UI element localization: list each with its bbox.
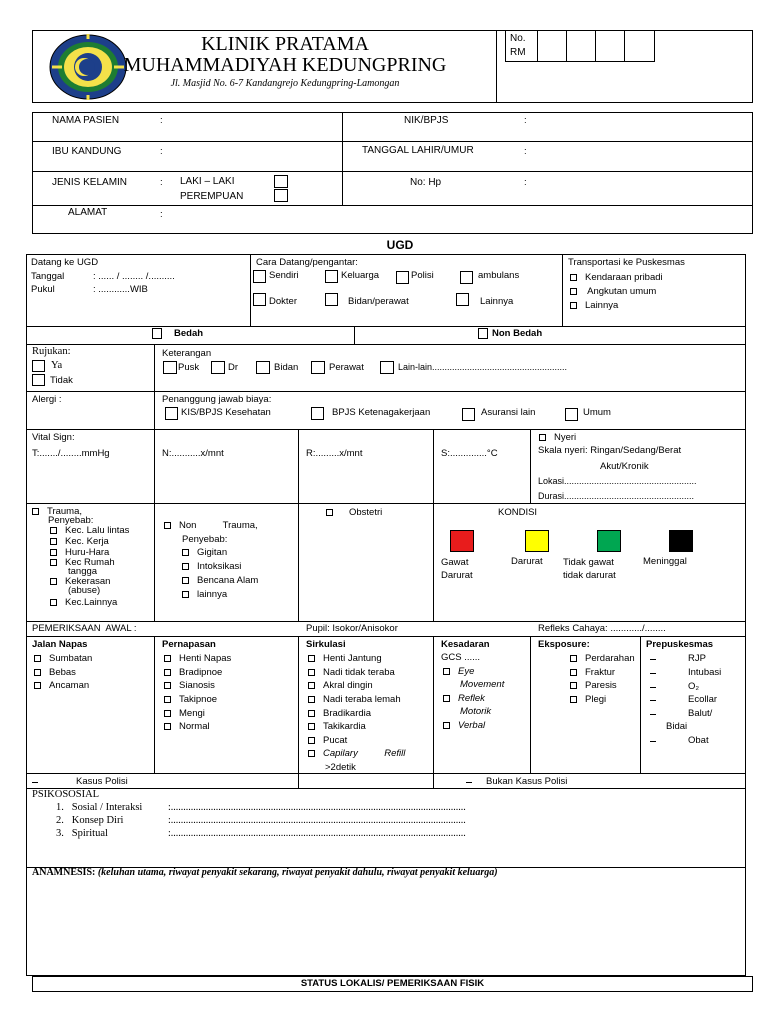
perempuan-label: PEREMPUAN bbox=[180, 191, 244, 202]
trauma-item-rumah-cont: tangga bbox=[68, 566, 98, 577]
rm-label: No. RM bbox=[510, 33, 526, 58]
nama-label: NAMA PASIEN bbox=[52, 115, 120, 126]
tgl-colon[interactable]: : bbox=[524, 146, 527, 157]
cara-sendiri-label: Sendiri bbox=[269, 270, 299, 281]
skala-nyeri: Skala nyeri: Ringan/Sedang/Berat bbox=[538, 445, 682, 456]
checkbox-icon bbox=[50, 549, 57, 556]
sk-nadi-tidak[interactable]: Nadi tidak teraba bbox=[308, 667, 395, 678]
checkbox-icon bbox=[570, 669, 577, 676]
perempuan-checkbox[interactable] bbox=[274, 189, 288, 202]
obstetri-option[interactable] bbox=[326, 507, 382, 518]
pj-bpjs-tk-checkbox[interactable] bbox=[311, 407, 324, 420]
non-trauma-bencana[interactable]: Bencana Alam bbox=[182, 575, 258, 586]
checkbox-icon bbox=[182, 577, 189, 584]
pp-rjp[interactable]: RJP bbox=[650, 653, 706, 664]
checkbox-icon bbox=[32, 779, 38, 783]
checkbox-icon bbox=[164, 696, 171, 703]
pn-henti[interactable]: Henti Napas bbox=[164, 653, 231, 664]
checkbox-icon bbox=[443, 695, 450, 702]
checkbox-icon bbox=[308, 710, 315, 717]
vital-n[interactable]: N:...........x/mnt bbox=[162, 448, 224, 459]
tanggal-label: Tanggal bbox=[31, 271, 65, 282]
psiko-konsep-label: 2. Konsep Diri bbox=[56, 815, 124, 826]
checkbox-icon bbox=[570, 696, 577, 703]
transport-label: Transportasi ke Puskesmas bbox=[568, 257, 685, 268]
trauma-penyebab: Penyebab: bbox=[48, 515, 94, 526]
ket-bidan-label: Bidan bbox=[274, 362, 299, 373]
checkbox-icon bbox=[650, 670, 656, 674]
pj-umum-checkbox[interactable] bbox=[565, 408, 578, 421]
nyeri-option[interactable] bbox=[539, 432, 576, 443]
anamnesis-textarea[interactable] bbox=[30, 882, 742, 972]
ibu-colon[interactable]: : bbox=[160, 146, 163, 157]
ks-eye[interactable]: Eye bbox=[443, 666, 474, 677]
pn-mengi[interactable]: Mengi bbox=[164, 708, 205, 719]
pp-ecollar[interactable]: Ecollar bbox=[650, 694, 717, 705]
cara-lainnya-label: Lainnya bbox=[480, 296, 514, 307]
psiko-spiritual-field[interactable]: :...................................................................................................................... bbox=[168, 828, 466, 839]
pj-umum-label: Umum bbox=[583, 407, 611, 418]
transport-lainnya-label: Lainnya bbox=[585, 300, 619, 311]
sk-capilary-cont: >2detik bbox=[325, 762, 356, 773]
hp-colon[interactable]: : bbox=[524, 177, 527, 188]
tgl-label: TANGGAL LAHIR/UMUR bbox=[362, 145, 474, 156]
non-bedah-label: Non Bedah bbox=[492, 328, 543, 339]
pp-bidai: Bidai bbox=[666, 721, 688, 732]
kondisi-yellow-box[interactable] bbox=[525, 530, 549, 552]
ket-bidan-checkbox[interactable] bbox=[256, 361, 270, 374]
vital-t[interactable]: T:......./........mmHg bbox=[32, 448, 110, 459]
transport-pribadi[interactable] bbox=[570, 272, 663, 283]
sk-pucat[interactable]: Pucat bbox=[308, 735, 347, 746]
refleks-label[interactable]: Refleks Cahaya: ............/........ bbox=[538, 623, 666, 634]
checkbox-icon bbox=[34, 669, 41, 676]
trauma-item-rumah[interactable]: Kec Rumah bbox=[50, 557, 115, 568]
alamat-colon[interactable]: : bbox=[160, 209, 163, 220]
psiko-spiritual-label: 3. Spiritual bbox=[56, 828, 108, 839]
ket-pusk-label: Pusk bbox=[178, 362, 200, 373]
checkbox-icon bbox=[308, 750, 315, 757]
checkbox-icon bbox=[164, 655, 171, 662]
checkbox-icon bbox=[50, 559, 57, 566]
kondisi-gawat-label: Gawat Darurat bbox=[441, 557, 473, 581]
cara-bidan-checkbox[interactable] bbox=[325, 293, 338, 306]
pj-kis-checkbox[interactable] bbox=[165, 407, 178, 420]
ek-plegi[interactable]: Plegi bbox=[570, 694, 606, 705]
checkbox-icon bbox=[443, 668, 450, 675]
patient-box bbox=[32, 112, 753, 234]
ket-perawat-label: Perawat bbox=[329, 362, 364, 373]
psiko-sosial-field[interactable]: :...................................................................................................................... bbox=[168, 802, 466, 813]
checkbox-icon bbox=[50, 599, 57, 606]
checkbox-icon bbox=[164, 682, 171, 689]
durasi-field[interactable]: Durasi.................................................... bbox=[538, 491, 695, 501]
trauma-item-lalu-lintas[interactable]: Kec. Lalu lintas bbox=[50, 525, 129, 536]
checkbox-icon bbox=[650, 738, 656, 742]
clinic-name-line2: MUHAMMADIYAH KEDUNGPRING bbox=[123, 54, 447, 76]
checkbox-icon bbox=[650, 697, 656, 701]
checkbox-icon bbox=[182, 591, 189, 598]
kesadaran-gcs[interactable]: GCS ...... bbox=[441, 652, 481, 663]
trauma-title: Trauma, bbox=[47, 506, 83, 517]
trauma-item-abuse: (abuse) bbox=[68, 585, 101, 596]
cara-label: Cara Datang/pengantar: bbox=[256, 257, 358, 268]
ek-paresis[interactable]: Paresis bbox=[570, 680, 617, 691]
ks-motorik: Motorik bbox=[460, 706, 492, 717]
sk-nadi-lemah[interactable]: Nadi teraba lemah bbox=[308, 694, 401, 705]
non-trauma-lainnya[interactable]: lainnya bbox=[182, 589, 227, 600]
ket-dr-label: Dr bbox=[228, 362, 239, 373]
kasus-polisi-option[interactable] bbox=[32, 776, 128, 787]
pupil-label[interactable]: Pupil: Isokor/Anisokor bbox=[306, 623, 398, 634]
pn-bradipnoe[interactable]: Bradipnoe bbox=[164, 667, 222, 678]
anamnesis-note: (keluhan utama, riwayat penyakit sekarang, riwayat penyakit dahulu, riwayat penyakit keluarga) bbox=[97, 867, 498, 878]
checkbox-icon bbox=[50, 527, 57, 534]
pemeriksaan-awal-label: PEMERIKSAAN AWAL : bbox=[32, 623, 137, 634]
checkbox-icon bbox=[570, 302, 577, 309]
tanggal-value[interactable]: : ...... / ........ /.......... bbox=[93, 271, 175, 282]
ket-pusk-checkbox[interactable] bbox=[163, 361, 177, 374]
cara-lainnya-checkbox[interactable] bbox=[456, 293, 469, 306]
rujukan-ya-label: Ya bbox=[51, 360, 63, 371]
sk-takikardia[interactable]: Takikardia bbox=[308, 721, 366, 732]
checkbox-icon bbox=[466, 779, 472, 783]
kondisi-meninggal-label: Meninggal bbox=[643, 556, 687, 567]
penanggung-label: Penanggung jawab biaya: bbox=[162, 394, 272, 405]
cara-keluarga-checkbox[interactable] bbox=[325, 270, 338, 283]
checkbox-icon bbox=[164, 723, 171, 730]
cara-dokter-checkbox[interactable] bbox=[253, 293, 266, 306]
pp-intubasi[interactable]: Intubasi bbox=[650, 667, 721, 678]
alamat-label: ALAMAT bbox=[68, 207, 108, 218]
checkbox-icon bbox=[650, 656, 656, 660]
ket-lain-checkbox[interactable] bbox=[380, 361, 394, 374]
rujukan-label: Rujukan: bbox=[32, 346, 71, 357]
checkbox-icon bbox=[650, 684, 656, 688]
checkbox-icon bbox=[34, 655, 41, 662]
checkbox-icon bbox=[326, 509, 333, 516]
jn-sumbatan[interactable]: Sumbatan bbox=[34, 653, 92, 664]
bukan-kasus-label: Bukan Kasus Polisi bbox=[486, 776, 568, 787]
pernapasan-title: Pernapasan bbox=[162, 639, 216, 650]
pp-obat[interactable]: Obat bbox=[650, 735, 709, 746]
transport-umum-label: Angkutan umum bbox=[587, 286, 657, 297]
sk-akral[interactable]: Akral dingin bbox=[308, 680, 373, 691]
pn-normal[interactable]: Normal bbox=[164, 721, 210, 732]
jk-colon: : bbox=[160, 177, 163, 188]
non-trauma-option[interactable] bbox=[164, 520, 258, 531]
checkbox-icon bbox=[34, 682, 41, 689]
checkbox-icon bbox=[182, 549, 189, 556]
kondisi-red-box[interactable] bbox=[450, 530, 474, 552]
checkbox-icon bbox=[308, 696, 315, 703]
anamnesis-heading bbox=[32, 867, 498, 878]
pn-takipnoe[interactable]: Takipnoe bbox=[164, 694, 217, 705]
transport-umum[interactable] bbox=[570, 286, 656, 297]
non-trauma-gigitan[interactable]: Gigitan bbox=[182, 547, 227, 558]
cara-ambulans-label: ambulans bbox=[478, 270, 520, 281]
header-divider bbox=[496, 30, 497, 103]
ket-lain-label: Lain-lain...................................................... bbox=[398, 362, 568, 372]
ek-fraktur[interactable]: Fraktur bbox=[570, 667, 615, 678]
obstetri-label: Obstetri bbox=[349, 507, 383, 518]
nik-label: NIK/BPJS bbox=[404, 115, 449, 126]
checkbox-icon bbox=[308, 669, 315, 676]
transport-lainnya[interactable] bbox=[570, 300, 618, 311]
rujukan-ya-checkbox[interactable] bbox=[32, 360, 45, 372]
trauma-item-lainnya[interactable]: Kec.Lainnya bbox=[50, 597, 117, 608]
checkbox-icon bbox=[32, 508, 39, 515]
cara-keluarga-label: Keluarga bbox=[341, 270, 380, 281]
rujukan-tidak-checkbox[interactable] bbox=[32, 374, 45, 386]
checkbox-icon bbox=[443, 722, 450, 729]
pukul-label: Pukul bbox=[31, 284, 55, 295]
non-trauma-intoksikasi[interactable]: Intoksikasi bbox=[182, 561, 241, 572]
sk-bradikardia[interactable]: Bradikardia bbox=[308, 708, 371, 719]
psiko-konsep-field[interactable]: :...................................................................................................................... bbox=[168, 815, 466, 826]
rm-field[interactable] bbox=[505, 30, 655, 62]
nama-colon[interactable]: : bbox=[160, 115, 163, 126]
checkbox-icon bbox=[308, 737, 315, 744]
checkbox-icon bbox=[182, 563, 189, 570]
vital-s[interactable]: S:..............°C bbox=[441, 448, 498, 459]
pj-kis-label: KIS/BPJS Kesehatan bbox=[181, 407, 271, 418]
pn-sianosis[interactable]: Sianosis bbox=[164, 680, 215, 691]
transport-pribadi-label: Kendaraan pribadi bbox=[585, 272, 663, 283]
kondisi-green-box[interactable] bbox=[597, 530, 621, 552]
trauma-item-huru-hara[interactable]: Huru-Hara bbox=[50, 547, 109, 558]
cara-polisi-checkbox[interactable] bbox=[396, 271, 409, 284]
pj-bpjs-tk-label: BPJS Ketenagakerjaan bbox=[332, 407, 431, 418]
eksposure-title: Eksposure: bbox=[538, 639, 590, 650]
kondisi-tidak-gawat-label: Tidak gawat tidak darurat bbox=[563, 557, 616, 581]
laki-label: LAKI – LAKI bbox=[180, 176, 235, 187]
pj-asuransi-checkbox[interactable] bbox=[462, 408, 475, 421]
checkbox-icon bbox=[308, 682, 315, 689]
clinic-name-line1: KLINIK PRATAMA bbox=[201, 33, 369, 55]
anamnesis-label: ANAMNESIS: bbox=[32, 867, 96, 878]
bukan-kasus-option[interactable] bbox=[466, 776, 567, 787]
non-bedah-checkbox[interactable] bbox=[478, 328, 488, 339]
nyeri-label: Nyeri bbox=[554, 432, 577, 443]
checkbox-icon bbox=[650, 711, 656, 715]
checkbox-icon bbox=[570, 655, 577, 662]
bedah-label: Bedah bbox=[174, 328, 204, 339]
ks-movement: Movement bbox=[460, 679, 505, 690]
sirkulasi-title: Sirkulasi bbox=[306, 639, 346, 650]
clinic-address: Jl. Masjid No. 6-7 Kandangrejo Kedungpring-Lamongan bbox=[170, 78, 400, 89]
checkbox-icon bbox=[164, 522, 171, 529]
checkbox-icon bbox=[308, 655, 315, 662]
ugd-title: UGD bbox=[386, 238, 414, 252]
cara-sendiri-checkbox[interactable] bbox=[253, 270, 266, 283]
jn-ancaman[interactable]: Ancaman bbox=[34, 680, 89, 691]
status-lokalis-label: STATUS LOKALIS/ PEMERIKSAAN FISIK bbox=[300, 978, 485, 989]
checkbox-icon bbox=[570, 288, 577, 295]
trauma-item-kekerasan[interactable]: Kekerasan bbox=[50, 576, 110, 587]
vital-label: Vital Sign: bbox=[32, 432, 75, 443]
kondisi-label: KONDISI bbox=[498, 507, 538, 518]
ks-reflek[interactable]: Reflek bbox=[443, 693, 485, 704]
kesadaran-title: Kesadaran bbox=[441, 639, 490, 650]
jn-bebas[interactable]: Bebas bbox=[34, 667, 76, 678]
checkbox-icon bbox=[164, 669, 171, 676]
pp-balut[interactable]: Balut/ bbox=[650, 708, 712, 719]
checkbox-icon bbox=[570, 274, 577, 281]
cara-polisi-label: Polisi bbox=[411, 270, 434, 281]
akut-kronik: Akut/Kronik bbox=[600, 461, 649, 472]
checkbox-icon bbox=[308, 723, 315, 730]
nik-colon[interactable]: : bbox=[524, 115, 527, 126]
ket-dr-checkbox[interactable] bbox=[211, 361, 225, 374]
rujukan-tidak-label: Tidak bbox=[50, 375, 73, 386]
cara-dokter-label: Dokter bbox=[269, 296, 297, 307]
checkbox-icon bbox=[539, 434, 546, 441]
cara-ambulans-checkbox[interactable] bbox=[460, 271, 473, 284]
pukul-value[interactable]: : ............WIB bbox=[93, 284, 148, 295]
ibu-label: IBU KANDUNG bbox=[52, 146, 122, 157]
non-trauma-title: Non Trauma, bbox=[179, 520, 258, 531]
lokasi-field[interactable]: Lokasi..................................................... bbox=[538, 476, 697, 486]
sk-henti[interactable]: Henti Jantung bbox=[308, 653, 382, 664]
ket-perawat-checkbox[interactable] bbox=[311, 361, 325, 374]
non-trauma-penyebab: Penyebab: bbox=[182, 534, 228, 545]
psikososial-title: PSIKOSOSIAL bbox=[32, 789, 100, 800]
checkbox-icon bbox=[570, 682, 577, 689]
ks-verbal[interactable]: Verbal bbox=[443, 720, 485, 731]
prepuskesmas-title: Prepuskesmas bbox=[646, 639, 714, 650]
bedah-checkbox[interactable] bbox=[152, 328, 162, 339]
datang-label: Datang ke UGD bbox=[31, 257, 99, 268]
sk-capilary[interactable]: Capilary Refill bbox=[308, 748, 405, 759]
kondisi-darurat-label: Darurat bbox=[511, 556, 543, 567]
keterangan-label: Keterangan bbox=[162, 348, 212, 359]
kasus-polisi-label: Kasus Polisi bbox=[76, 776, 128, 787]
cara-bidan-label: Bidan/perawat bbox=[348, 296, 409, 307]
jalan-napas-title: Jalan Napas bbox=[32, 639, 88, 650]
checkbox-icon bbox=[164, 710, 171, 717]
pj-asuransi-label: Asuransi lain bbox=[481, 407, 536, 418]
hp-label: No: Hp bbox=[410, 177, 442, 188]
vital-r[interactable]: R:.........x/mnt bbox=[306, 448, 363, 459]
psiko-sosial-label: 1. Sosial / Interaksi bbox=[56, 802, 143, 813]
checkbox-icon bbox=[50, 578, 57, 585]
laki-checkbox[interactable] bbox=[274, 175, 288, 188]
alergi-label: Alergi : bbox=[32, 394, 62, 405]
kondisi-black-box[interactable] bbox=[669, 530, 693, 552]
checkbox-icon bbox=[50, 538, 57, 545]
trauma-item-kerja[interactable]: Kec. Kerja bbox=[50, 536, 109, 547]
pp-o2[interactable]: O₂ bbox=[650, 681, 699, 692]
ek-perdarahan[interactable]: Perdarahan bbox=[570, 653, 635, 664]
jk-label: JENIS KELAMIN bbox=[52, 177, 128, 188]
